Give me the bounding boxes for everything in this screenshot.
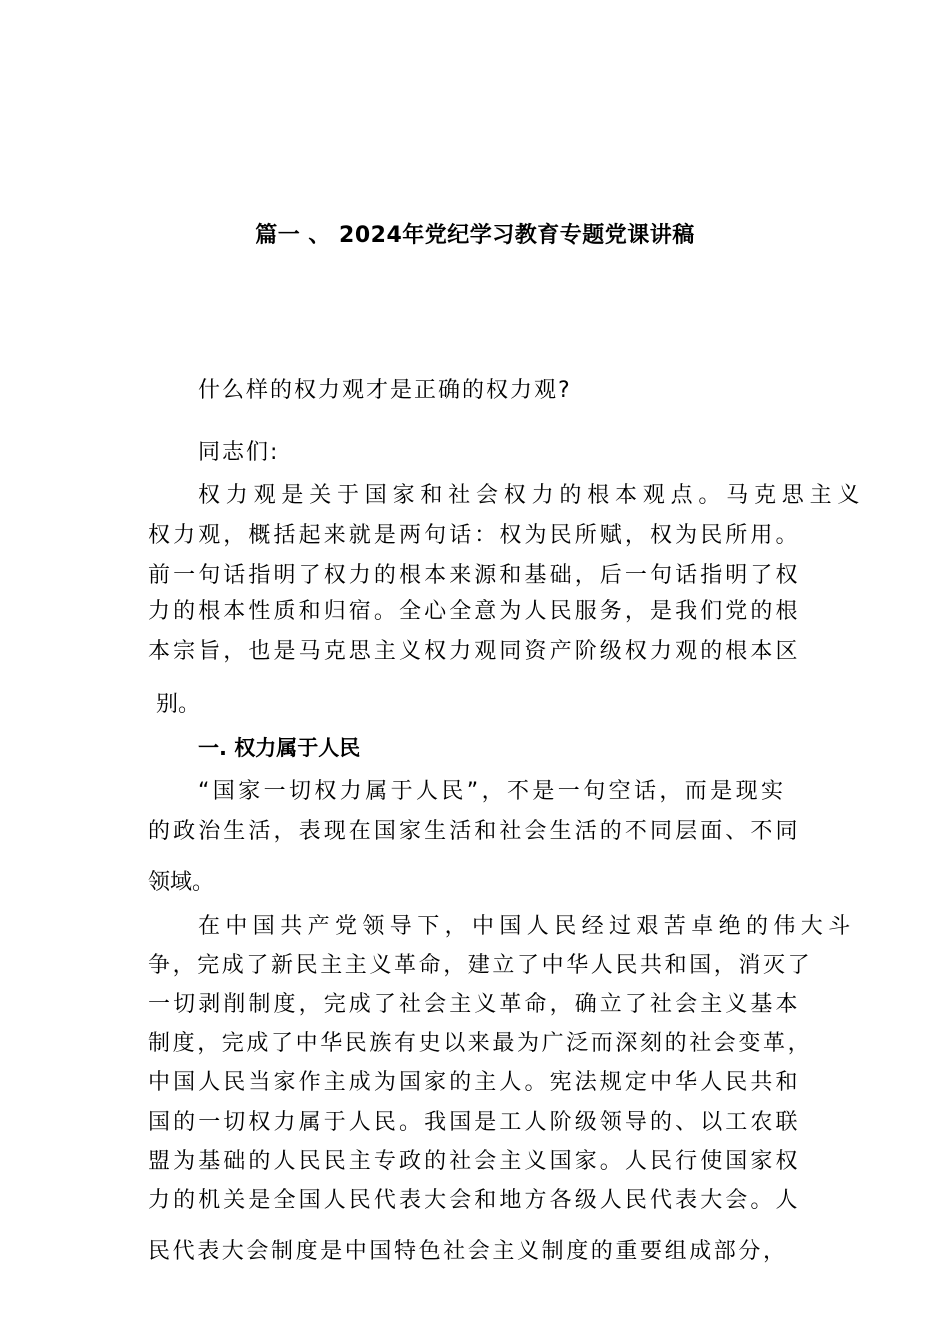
para3-line-2: 争，完成了新民主主义革命，建立了中华人民共和国，消灭了 bbox=[148, 953, 813, 978]
para3-line-4: 制度，完成了中华民族有史以来最为广泛而深刻的社会变革， bbox=[148, 1031, 813, 1056]
para1-line-1: 权力观是关于国家和社会权力的根本观点。马克思主义 bbox=[198, 483, 866, 508]
document-title: 篇一 、 2024年党纪学习教育专题党课讲稿 bbox=[255, 223, 695, 248]
para3-line-7: 盟为基础的人民民主专政的社会主义国家。人民行使国家权 bbox=[148, 1149, 801, 1174]
section-heading: 一. 权力属于人民 bbox=[198, 736, 361, 760]
para2-line-3: 领域。 bbox=[148, 870, 215, 895]
para3-line-6: 国的一切权力属于人民。我国是工人阶级领导的、以工农联 bbox=[148, 1110, 801, 1135]
para1-line-2: 权力观，概括起来就是两句话：权为民所赋，权为民所用。 bbox=[148, 523, 801, 548]
para1-line-6: 别。 bbox=[156, 692, 201, 717]
para1-line-4: 力的根本性质和归宿。全心全意为人民服务，是我们党的根 bbox=[148, 599, 801, 624]
para3-line-5: 中国人民当家作主成为国家的主人。宪法规定中华人民共和 bbox=[148, 1070, 801, 1095]
para2-line-1: “国家一切权力属于人民”，不是一句空话，而是现实 bbox=[198, 779, 787, 804]
question-line: 什么样的权力观才是正确的权力观? bbox=[198, 378, 572, 403]
para3-line-9: 民代表大会制度是中国特色社会主义制度的重要组成部分， bbox=[148, 1239, 788, 1264]
para3-line-3: 一切剥削制度，完成了社会主义革命，确立了社会主义基本 bbox=[148, 992, 801, 1017]
para1-line-5: 本宗旨，也是马克思主义权力观同资产阶级权力观的根本区 bbox=[148, 639, 801, 664]
para1-line-3: 前一句话指明了权力的根本来源和基础，后一句话指明了权 bbox=[148, 563, 801, 588]
greeting-line: 同志们: bbox=[198, 440, 280, 465]
para3-line-1: 在中国共产党领导下，中国人民经过艰苦卓绝的伟大斗 bbox=[198, 914, 856, 939]
para3-line-8: 力的机关是全国人民代表大会和地方各级人民代表大会。人 bbox=[148, 1188, 801, 1213]
para2-line-2: 的政治生活，表现在国家生活和社会生活的不同层面、不同 bbox=[148, 819, 801, 844]
